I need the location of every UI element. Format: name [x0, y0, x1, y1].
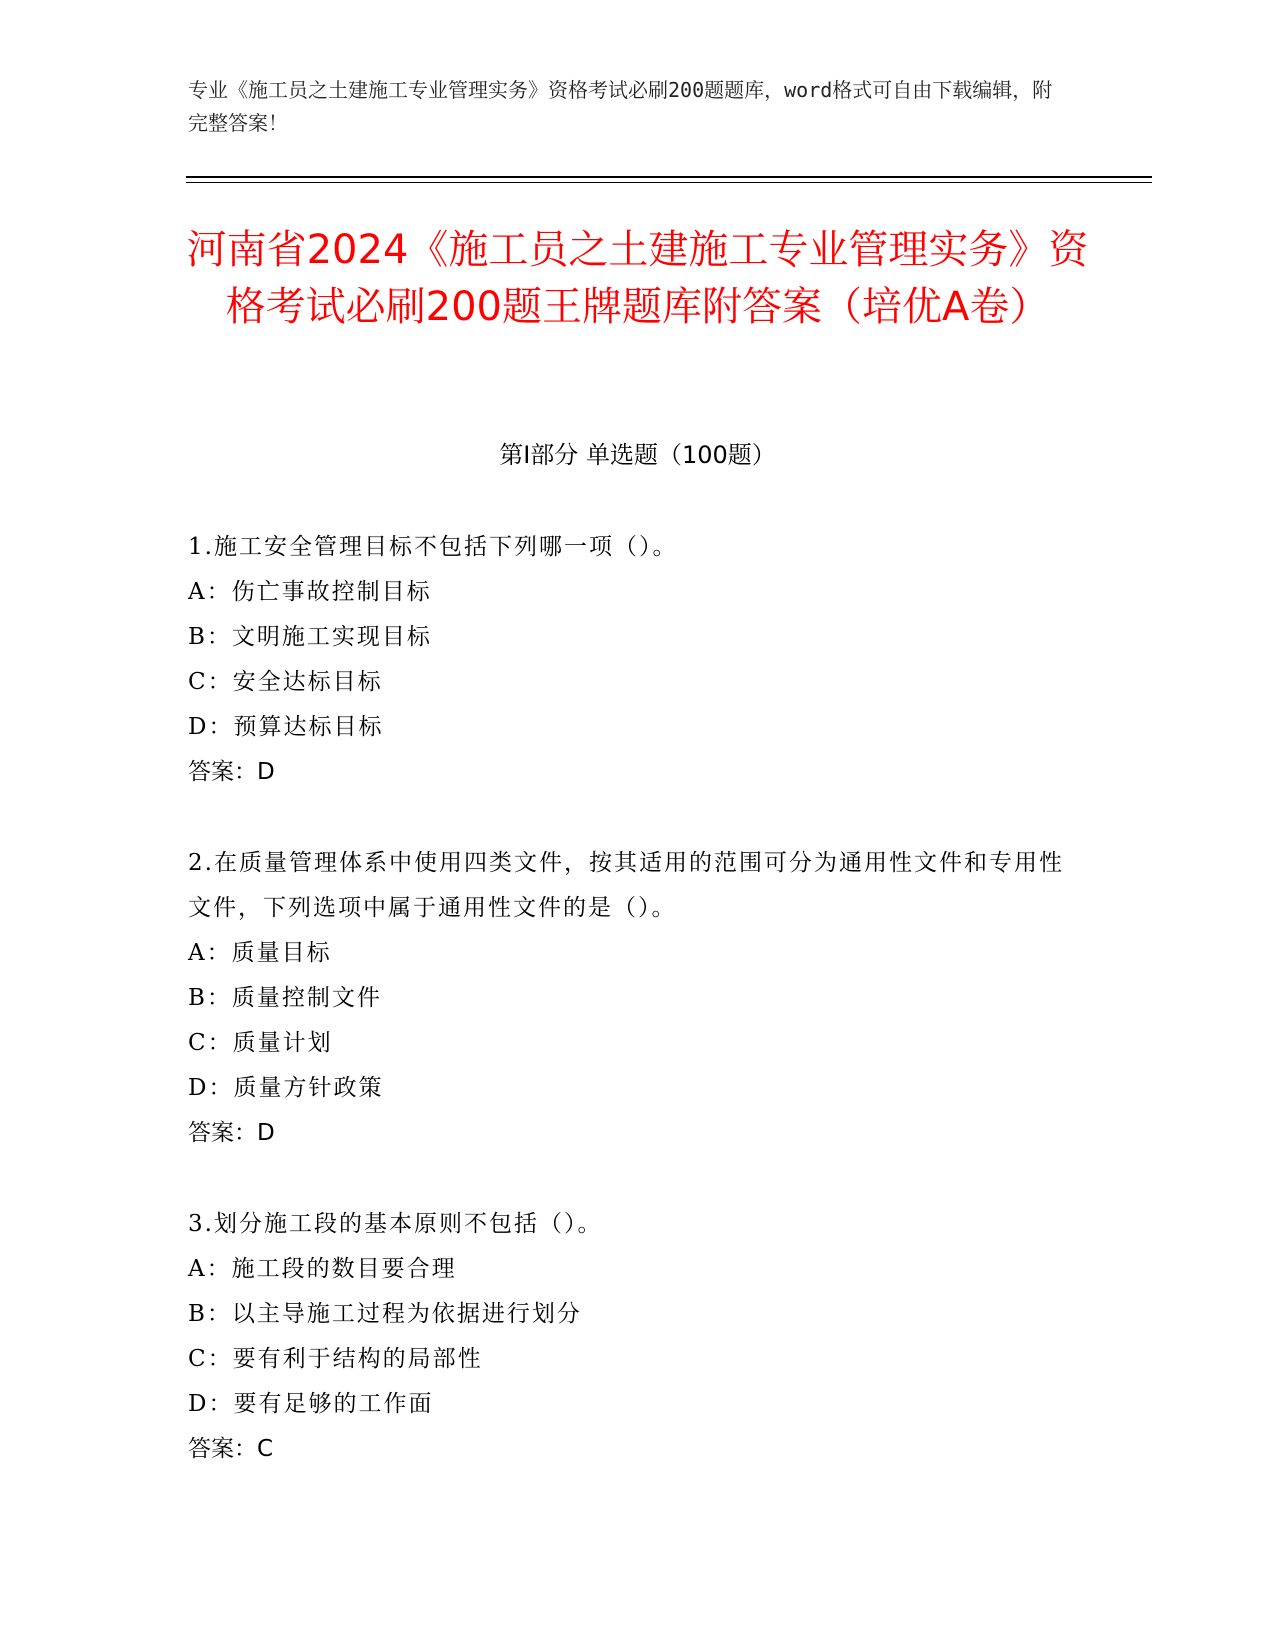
option-a: A：施工段的数目要合理 [188, 1256, 457, 1282]
document-title: 河南省2024《施工员之土建施工专业管理实务》资格考试必刷200题王牌题库附答案（培优A卷） [186, 227, 1089, 330]
option-d: D：质量方针政策 [188, 1075, 384, 1101]
question-2 [188, 841, 1068, 1156]
option-c: C：安全达标目标 [188, 669, 383, 695]
option-d: D：预算达标目标 [188, 714, 384, 740]
option-b: B：质量控制文件 [188, 985, 382, 1011]
answer: 答案：D [188, 759, 275, 785]
question-stem: 2.在质量管理体系中使用四类文件，按其适用的范围可分为通用性文件和专用性文件，下列选项中属于通用性文件的是（）。 [188, 850, 1064, 921]
option-b: B：文明施工实现目标 [188, 624, 432, 650]
section-title: 第Ⅰ部分 单选题（100题） [499, 441, 776, 469]
option-c: C：质量计划 [188, 1030, 333, 1056]
header-note: 专业《施工员之土建施工专业管理实务》资格考试必刷200题题库，word格式可自由下载编辑，附完整答案！ [188, 78, 1053, 135]
option-d: D：要有足够的工作面 [188, 1391, 434, 1417]
header-divider-thick [186, 176, 1152, 178]
question-stem: 1.施工安全管理目标不包括下列哪一项（）。 [188, 534, 678, 560]
option-c: C：要有利于结构的局部性 [188, 1346, 483, 1372]
answer: 答案：D [188, 1120, 275, 1146]
header-divider-thin [186, 182, 1152, 183]
answer: 答案：C [188, 1436, 274, 1462]
question-stem: 3.划分施工段的基本原则不包括（）。 [188, 1211, 603, 1237]
question-3 [188, 1202, 1068, 1472]
option-a: A：质量目标 [188, 940, 332, 966]
question-1 [188, 525, 1068, 795]
option-a: A：伤亡事故控制目标 [188, 579, 432, 605]
option-b: B：以主导施工过程为依据进行划分 [188, 1301, 582, 1327]
